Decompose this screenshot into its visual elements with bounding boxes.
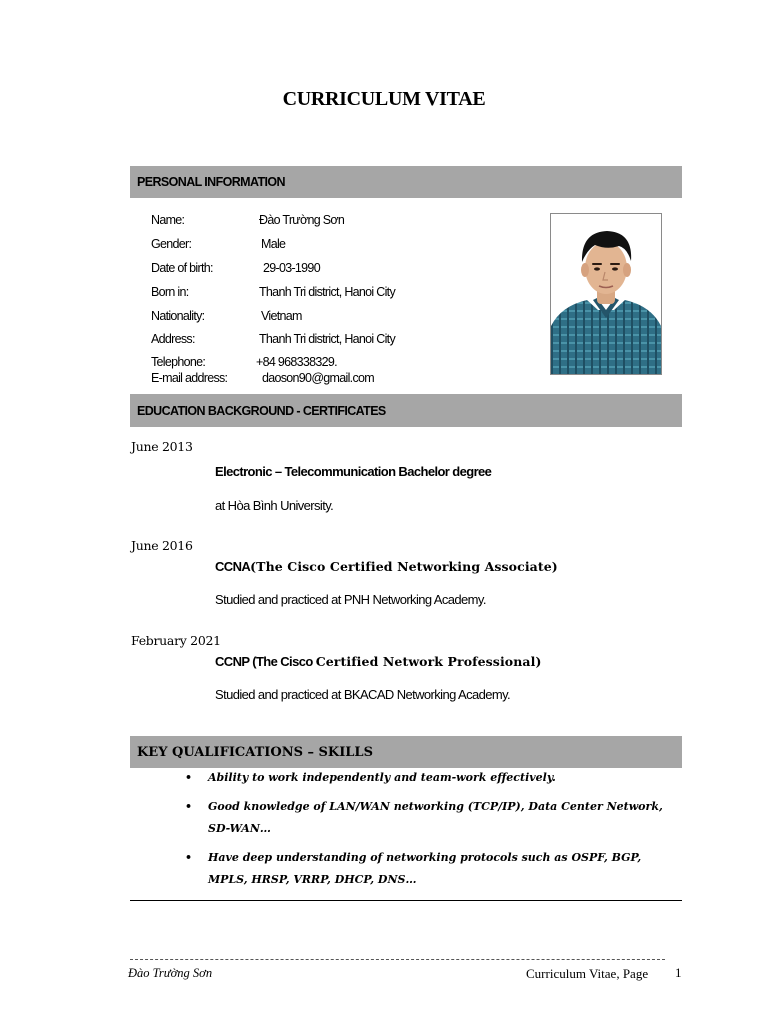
value-gender: Male bbox=[261, 237, 286, 251]
section-header-education: EDUCATION BACKGROUND - CERTIFICATES bbox=[130, 394, 682, 427]
bullet-icon: • bbox=[185, 851, 193, 864]
skills-list bbox=[183, 767, 663, 898]
page-title: CURRICULUM VITAE bbox=[282, 88, 486, 110]
footer-page-number: 1 bbox=[675, 965, 682, 980]
value-email: daoson90@gmail.com bbox=[262, 371, 374, 385]
value-nationality: Vietnam bbox=[261, 309, 302, 323]
label-address: Address: bbox=[151, 332, 195, 346]
education-degree bbox=[215, 559, 558, 574]
value-address: Thanh Tri district, Hanoi City bbox=[259, 332, 395, 346]
value-telephone: +84 968338329. bbox=[256, 355, 337, 369]
section-header-personal: PERSONAL INFORMATION bbox=[130, 166, 682, 198]
skill-text: Have deep understanding of networking protocols such as OSPF, BGP, MPLS, HRSP, VRRP, DHCP, DNS… bbox=[208, 851, 642, 886]
label-name: Name: bbox=[151, 213, 185, 227]
footer-document-title: Curriculum Vitae, Page bbox=[526, 966, 649, 981]
bullet-icon: • bbox=[185, 771, 193, 784]
education-date: June 2016 bbox=[131, 538, 193, 553]
label-email: E-mail address: bbox=[151, 371, 228, 385]
label-gender: Gender: bbox=[151, 237, 192, 251]
education-degree bbox=[215, 464, 491, 479]
education-place: Studied and practiced at BKACAD Networking Academy. bbox=[215, 687, 511, 702]
footer-author: Đào Trường Sơn bbox=[128, 966, 213, 980]
education-date: June 2013 bbox=[131, 439, 193, 454]
value-born-in: Thanh Tri district, Hanoi City bbox=[259, 285, 395, 299]
label-born-in: Born in: bbox=[151, 285, 189, 299]
skill-item bbox=[183, 796, 663, 840]
skill-text: Good knowledge of LAN/WAN networking (TCP/IP), Data Center Network, SD-WAN… bbox=[208, 800, 663, 835]
education-place: Studied and practiced at PNH Networking Academy. bbox=[215, 592, 486, 607]
section-header-skills: KEY QUALIFICATIONS – SKILLS bbox=[130, 736, 682, 768]
education-place: at Hòa Bình University. bbox=[215, 498, 334, 513]
value-name: Đào Trường Sơn bbox=[259, 213, 345, 227]
education-degree-title: Certified Network Professional) bbox=[315, 654, 542, 669]
bullet-icon: • bbox=[185, 800, 193, 813]
label-telephone: Telephone: bbox=[151, 355, 206, 369]
label-nationality: Nationality: bbox=[151, 309, 205, 323]
value-dob: 29-03-1990 bbox=[263, 261, 320, 275]
footer-divider bbox=[130, 959, 665, 960]
section-divider bbox=[130, 900, 682, 901]
education-degree-prefix: CCNP (The Cisco bbox=[215, 654, 316, 669]
education-degree-title: (The Cisco Certified Networking Associate) bbox=[250, 559, 558, 574]
skill-item bbox=[183, 767, 663, 789]
education-degree-prefix: CCNA bbox=[215, 559, 251, 574]
skill-text: Ability to work independently and team-work effectively. bbox=[208, 771, 556, 784]
education-degree-title: Electronic – Telecommunication Bachelor degree bbox=[215, 464, 492, 479]
portrait-photo bbox=[550, 213, 662, 375]
portrait-icon bbox=[551, 214, 661, 374]
label-dob: Date of birth: bbox=[151, 261, 213, 275]
education-degree bbox=[215, 654, 541, 669]
education-date: February 2021 bbox=[131, 633, 221, 648]
skill-item bbox=[183, 847, 663, 891]
